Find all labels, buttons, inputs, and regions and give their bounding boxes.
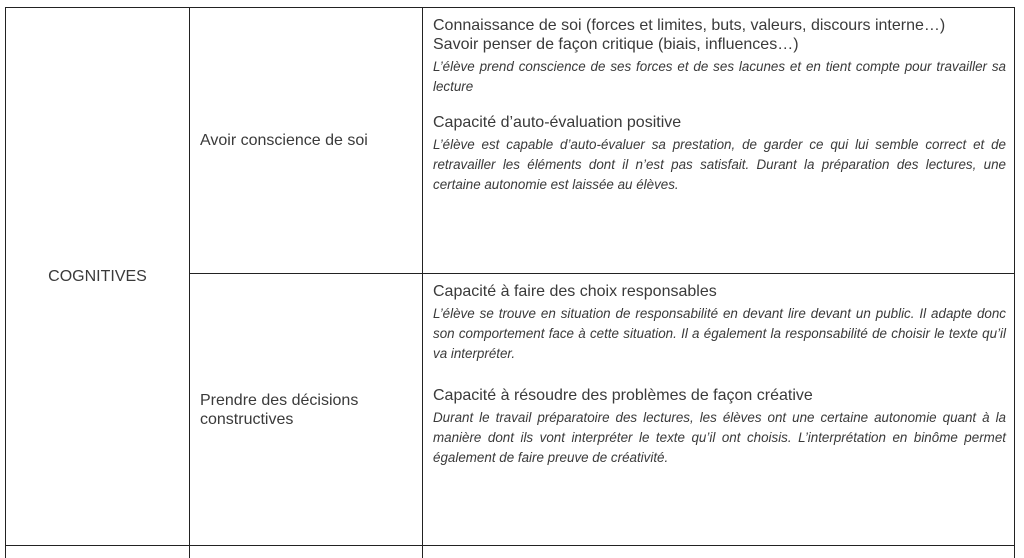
detail-heading: Capacité à résoudre des problèmes de façon créative [433,386,1006,405]
detail-item [433,282,1006,364]
detail-heading: Connaissance de soi (forces et limites, buts, valeurs, discours interne…) [433,16,1006,35]
skill-cell [190,274,423,546]
details-cell [423,274,1015,546]
empty-cell [6,546,190,558]
table-row [6,546,1015,558]
skill-cell [190,8,423,274]
empty-cell [423,546,1015,558]
category-label: COGNITIVES [48,268,147,285]
detail-description: L’élève prend conscience de ses forces et de ses lacunes et en tient compte pour travailler sa lecture [433,57,1006,97]
skill-label: Prendre des décisions constructives [200,392,358,428]
detail-description: Durant le travail préparatoire des lectures, les élèves ont une certaine autonomie quant à la manière dont ils vont interpréter le texte qu’il ont choisis. L’interprétation en binôme permet également de faire preuve de créativité. [433,408,1006,468]
detail-description: L’élève est capable d’auto-évaluer sa prestation, de garder ce qui lui semble correct et de retravailler les éléments dont il n’est pas satisfait. Durant la préparation des lectures, une certaine autonomie est laissée au élèves. [433,135,1006,195]
competences-table [5,7,1015,558]
detail-item [433,113,1006,195]
detail-description: L’élève se trouve en situation de responsabilité en devant lire devant un public. Il adapte donc son comportement face à cette situation. Il a également la responsabilité de choisir le texte qu’il va interpréter. [433,304,1006,364]
detail-heading: Capacité d’auto-évaluation positive [433,113,1006,132]
detail-heading: Savoir penser de façon critique (biais, influences…) [433,35,1006,54]
category-cell [6,8,190,546]
detail-item [433,386,1006,468]
empty-cell [190,546,423,558]
detail-heading: Capacité à faire des choix responsables [433,282,1006,301]
details-cell [423,8,1015,274]
detail-item [433,16,1006,97]
table-row [6,8,1015,274]
skill-label: Avoir conscience de soi [200,132,368,149]
